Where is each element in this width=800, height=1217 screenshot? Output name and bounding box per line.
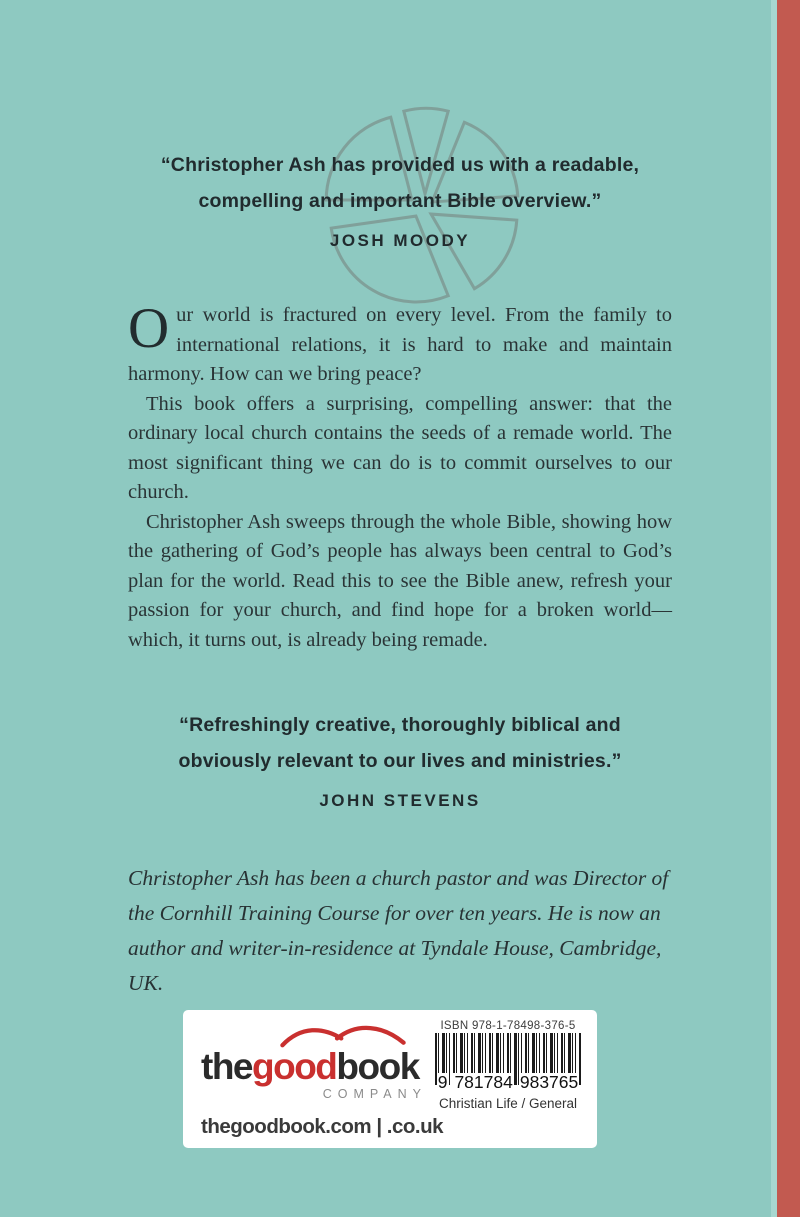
- blurb-paragraph-1-text: ur world is fractured on every level. From the family to international relations, it is hard to make and maintain harmony. How can we bring peace?: [128, 304, 672, 385]
- blurb-paragraph-2: This book offers a surprising, compelling answer: that the ordinary local church contains the seeds of a remade world. The most significant thing we can do is to commit ourselves to our church.: [128, 392, 672, 503]
- publisher-company-label: COMPANY: [322, 1087, 427, 1101]
- blurb-paragraph-3: Christopher Ash sweeps through the whole Bible, showing how the gathering of God’s people has always been central to God’s plan for the world. Read this to see the Bible anew, refresh your passion for your church, and find hope for a broken world—which, it turns out, is already being remade.: [128, 510, 672, 651]
- drop-cap: O: [128, 297, 170, 360]
- publisher-logo-block: [201, 1020, 444, 1140]
- top-endorsement-quote: “Christopher Ash has provided us with a readable, compelling and important Bible overview.”: [160, 154, 640, 212]
- barcode-digits: [437, 1073, 580, 1091]
- bottom-endorsement-quote: “Refreshingly creative, thoroughly biblical and obviously relevant to our lives and ministries.”: [178, 714, 622, 772]
- publisher-website: thegoodbook.com | .co.uk: [201, 1115, 444, 1138]
- wordmark-good: good: [252, 1046, 337, 1087]
- blurb-paragraph-1: [128, 297, 672, 390]
- cover-content: [128, 0, 672, 1001]
- barcode-block: [433, 1020, 583, 1140]
- barcode-category: Christian Life / General: [438, 1096, 578, 1111]
- barcode-digit-group-2: 781784: [454, 1072, 513, 1092]
- wordmark-the: the: [201, 1046, 252, 1087]
- barcode-digit-group-3: 983765: [519, 1072, 579, 1092]
- author-bio: Christopher Ash has been a church pastor and was Director of the Cornhill Training Course for over ten years. He is now an author and writer-in-residence at Tyndale House, Cambridge, UK.: [128, 866, 669, 995]
- publisher-box: [183, 1010, 597, 1148]
- top-endorsement-attribution: JOSH MOODY: [329, 231, 471, 250]
- book-blurb: [128, 297, 672, 655]
- bottom-endorsement: [128, 707, 672, 811]
- barcode-digit-group-1: 9: [437, 1072, 448, 1092]
- top-endorsement: [128, 0, 672, 251]
- spine-stripe: [777, 0, 800, 1217]
- isbn-label: ISBN 978-1-78498-376-5: [440, 1020, 576, 1032]
- publisher-wordmark: [201, 1046, 429, 1087]
- bottom-endorsement-attribution: JOHN STEVENS: [319, 791, 481, 810]
- wordmark-book: book: [336, 1046, 419, 1087]
